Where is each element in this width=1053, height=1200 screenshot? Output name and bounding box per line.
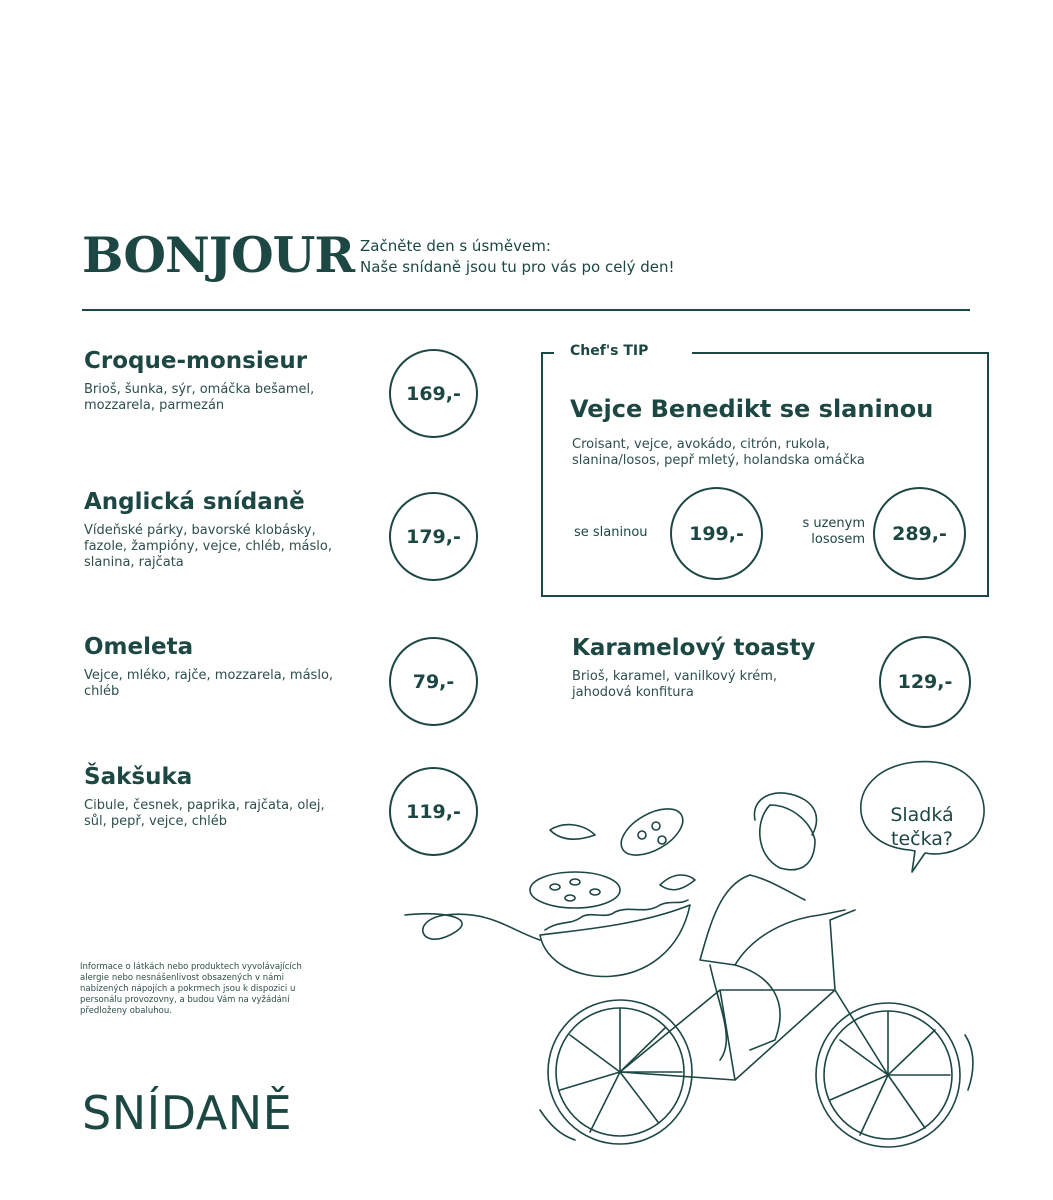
item-name: Croque-monsieur: [84, 348, 308, 374]
price-circle-bacon: 199,-: [670, 487, 763, 580]
header-divider: [82, 309, 970, 311]
bike-frame: [620, 910, 888, 1080]
leaf-2: [660, 875, 695, 890]
price-circle: 169,-: [389, 349, 478, 438]
item-desc-line: Vídeňské párky, bavorské klobásky,: [84, 523, 316, 538]
spokes: [560, 1008, 950, 1135]
item-description: [84, 668, 333, 700]
price-circle: 129,-: [879, 636, 971, 728]
person-head: [760, 805, 815, 870]
item-description: [84, 382, 314, 414]
pizza: [530, 872, 620, 908]
chefs-tip-name: Vejce Benedikt se slaninou: [570, 395, 934, 423]
decorative-loop: [405, 914, 540, 940]
option-label-bacon: se slaninou: [574, 525, 648, 540]
price-circle: 179,-: [389, 492, 478, 581]
item-description: [572, 669, 815, 701]
item-name: Anglická snídaně: [84, 489, 305, 515]
price-circle: 119,-: [389, 767, 478, 856]
item-desc-line: chléb: [84, 684, 120, 699]
item-desc-line: slanina, rajčata: [84, 555, 184, 570]
leaf: [550, 825, 595, 840]
person-body: [700, 875, 845, 965]
item-desc-line: mozzarela, parmezán: [84, 398, 225, 413]
bubble-line: Sladká: [890, 804, 954, 826]
person-leg: [710, 965, 780, 1060]
tagline-line-2: Naše snídaně jsou tu pro vás po celý den!: [360, 258, 675, 276]
item-desc-line: slanina/losos, pepř mletý, holandska omáčka: [572, 453, 865, 468]
item-name: Karamelový toasty: [572, 635, 816, 661]
item-desc-line: Vejce, mléko, rajče, mozzarela, máslo,: [84, 668, 334, 683]
menu-item: [84, 764, 325, 830]
speech-bubble-text: [872, 803, 972, 851]
bowl: [540, 905, 690, 977]
price-circle-salmon: 289,-: [873, 487, 966, 580]
allergy-note: Informace o látkách nebo produktech vyvolávajících alergie nebo nesnášenlivost obsazených v námi nabízených nápojích a pokrmech jsou k dispozici u personálu provozovny, a budou Vám na vyžádání předloženy obaluhou.: [80, 962, 302, 1016]
item-desc-line: fazole, žampióny, vejce, chléb, máslo,: [84, 539, 332, 554]
chefs-tip-label: Chef's TIP: [556, 343, 662, 359]
option-label-line: s uzenym: [802, 516, 865, 531]
item-desc-line: Croisant, vejce, avokádo, citrón, rukola,: [572, 437, 830, 452]
menu-item: [84, 348, 314, 414]
bubble-line: tečka?: [891, 828, 953, 850]
footer-title: SNÍDANĚ: [82, 1086, 293, 1140]
item-desc-line: Cibule, česnek, paprika, rajčata, olej,: [84, 798, 325, 813]
item-desc-line: jahodová konfitura: [572, 685, 694, 700]
motion-lines: [540, 1035, 973, 1140]
pizza-2: [614, 799, 691, 864]
logo: BONJOUR: [82, 226, 355, 284]
item-desc-line: sůl, pepř, vejce, chléb: [84, 814, 227, 829]
menu-item-sweet: [572, 635, 815, 701]
tagline: [360, 236, 675, 278]
tagline-line-1: Začněte den s úsměvem:: [360, 237, 551, 255]
pizza-toppings: [550, 822, 666, 901]
menu-item: [84, 489, 332, 571]
item-desc-line: Brioš, karamel, vanilkový krém,: [572, 669, 778, 684]
chefs-tip-description: [572, 437, 865, 469]
item-description: [84, 523, 332, 571]
item-name: Omeleta: [84, 634, 194, 660]
item-desc-line: Brioš, šunka, sýr, omáčka bešamel,: [84, 382, 315, 397]
option-label-salmon: [790, 516, 865, 548]
menu-item: [84, 634, 333, 700]
option-label-line: lososem: [811, 532, 865, 547]
item-description: [84, 798, 325, 830]
item-name: Šakšuka: [84, 764, 193, 790]
price-circle: 79,-: [389, 637, 478, 726]
